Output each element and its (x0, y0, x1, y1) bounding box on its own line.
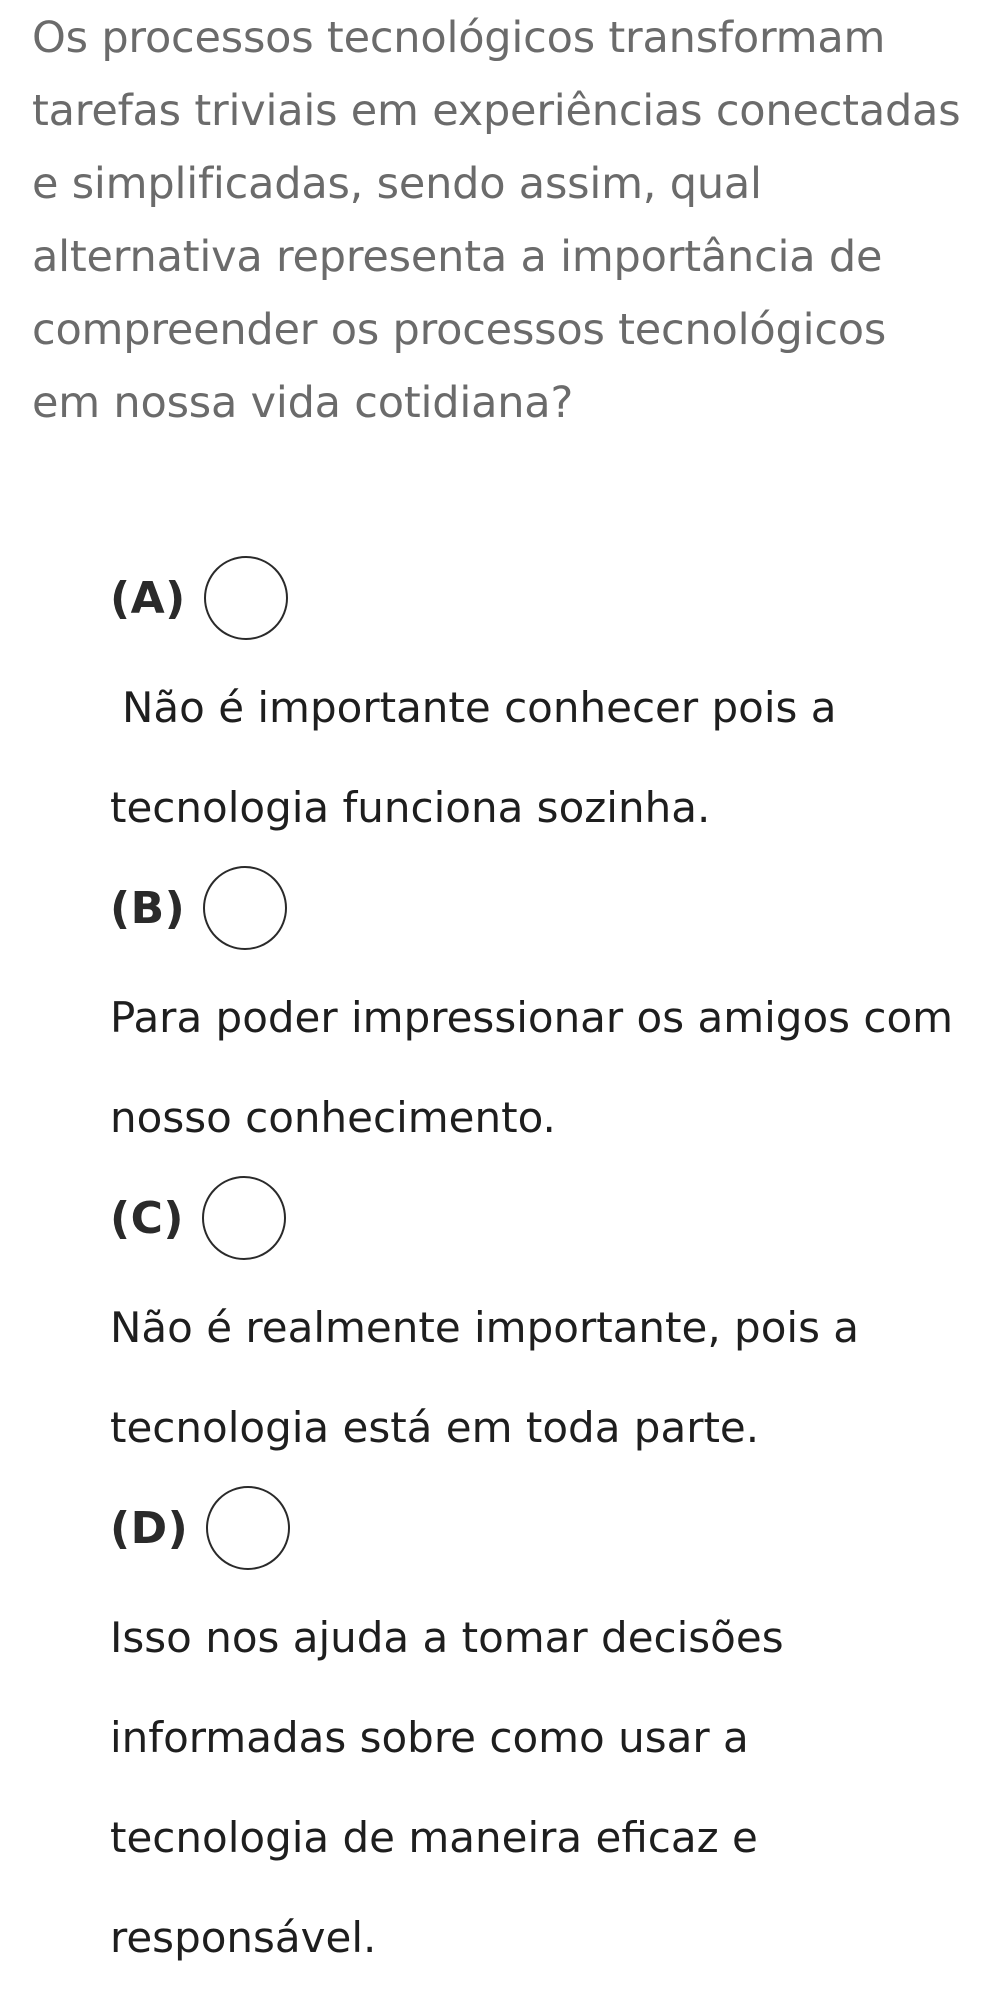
radio-unchecked-icon[interactable] (204, 556, 288, 640)
option-a-letter: (A) (110, 572, 186, 624)
option-c[interactable] (110, 1168, 970, 1478)
option-d-header[interactable] (110, 1478, 970, 1578)
option-d[interactable] (110, 1478, 970, 1988)
radio-unchecked-icon[interactable] (203, 866, 287, 950)
option-c-text: Não é realmente importante, pois a tecnologia está em toda parte. (110, 1303, 860, 1452)
option-a-header[interactable] (110, 548, 970, 648)
question-text: Os processos tecnológicos transformam tarefas triviais em experiências conectadas e simplificadas, sendo assim, qual alternativa representa a importância de compreender os processos tecnológicos em nossa vida cotidiana? (32, 13, 961, 428)
option-b[interactable] (110, 858, 970, 1168)
radio-unchecked-icon[interactable] (202, 1176, 286, 1260)
option-b-letter: (B) (110, 882, 186, 934)
answer-options (110, 548, 970, 1988)
radio-unchecked-icon[interactable] (206, 1486, 290, 1570)
option-b-header[interactable] (110, 858, 970, 958)
option-c-header[interactable] (110, 1168, 970, 1268)
option-d-letter: (D) (110, 1502, 189, 1554)
option-b-text: Para poder impressionar os amigos com nosso conhecimento. (110, 993, 954, 1142)
option-c-letter: (C) (110, 1192, 185, 1244)
option-a[interactable] (110, 548, 970, 858)
option-d-text: Isso nos ajuda a tomar decisões informadas sobre como usar a tecnologia de maneira eficaz e responsável. (110, 1613, 784, 1962)
option-a-text: Não é importante conhecer pois a tecnologia funciona sozinha. (110, 683, 837, 832)
